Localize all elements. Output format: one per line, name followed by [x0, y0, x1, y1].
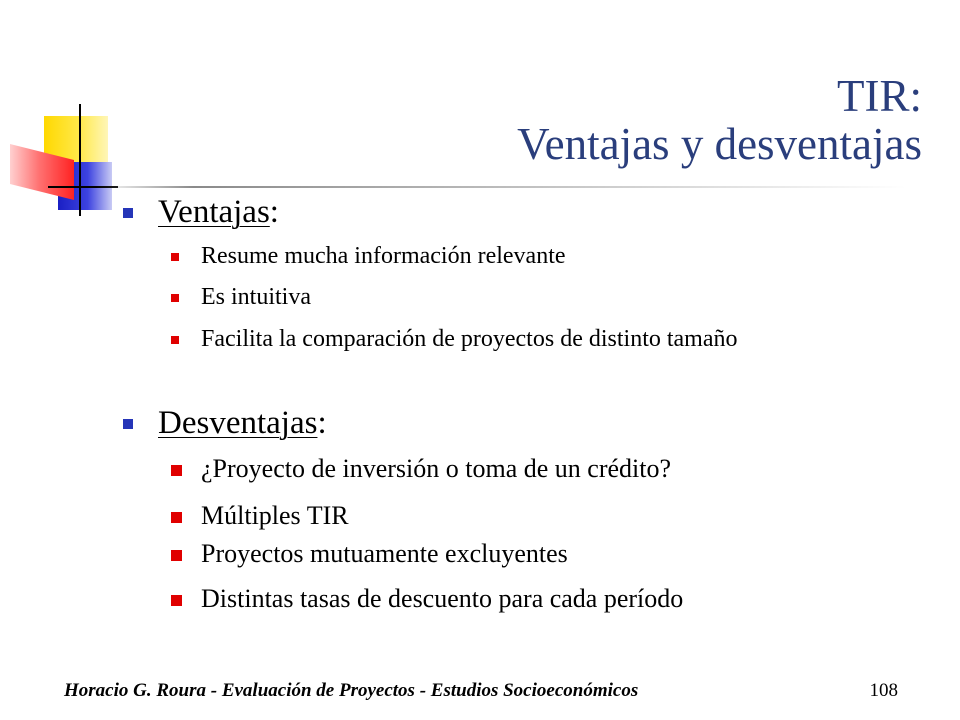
- footer-page-number: 108: [869, 680, 898, 701]
- ventajas-item-2: Es intuitiva: [201, 284, 311, 310]
- slide-title-line-1: TIR:: [837, 71, 922, 121]
- ventajas-colon: :: [269, 194, 279, 230]
- level2-bullet: [171, 512, 182, 523]
- level2-bullet: [171, 595, 182, 606]
- desventajas-colon: :: [317, 405, 327, 441]
- desventajas-item-4: Distintas tasas de descuento para cada período: [201, 584, 684, 613]
- desventajas-item-3: Proyectos mutuamente excluyentes: [201, 539, 568, 568]
- level2-bullet: [171, 294, 179, 302]
- slide-title-line-2: Ventajas y desventajas: [517, 119, 922, 169]
- desventajas-heading-row: [158, 404, 327, 442]
- level2-bullet: [171, 550, 182, 561]
- footer-author-course: Horacio G. Roura - Evaluación de Proyectos - Estudios Socioeconómicos: [64, 680, 639, 701]
- desventajas-item-2: Múltiples TIR: [201, 501, 349, 530]
- desventajas-item-1: ¿Proyecto de inversión o toma de un crédito?: [201, 454, 672, 483]
- slide-title: [517, 72, 922, 168]
- level2-bullet: [171, 253, 179, 261]
- level2-bullet: [171, 336, 179, 344]
- desventajas-heading: Desventajas: [158, 405, 318, 441]
- level1-bullet: [123, 419, 133, 429]
- level1-bullet: [123, 208, 133, 218]
- ventajas-heading-row: [158, 193, 279, 231]
- ventajas-item-3: Facilita la comparación de proyectos de distinto tamaño: [201, 326, 738, 352]
- ventajas-item-1: Resume mucha información relevante: [201, 243, 566, 269]
- ventajas-heading: Ventajas: [158, 194, 270, 230]
- title-divider: [96, 186, 906, 188]
- vertical-line-shape: [79, 104, 81, 216]
- level2-bullet: [171, 465, 182, 476]
